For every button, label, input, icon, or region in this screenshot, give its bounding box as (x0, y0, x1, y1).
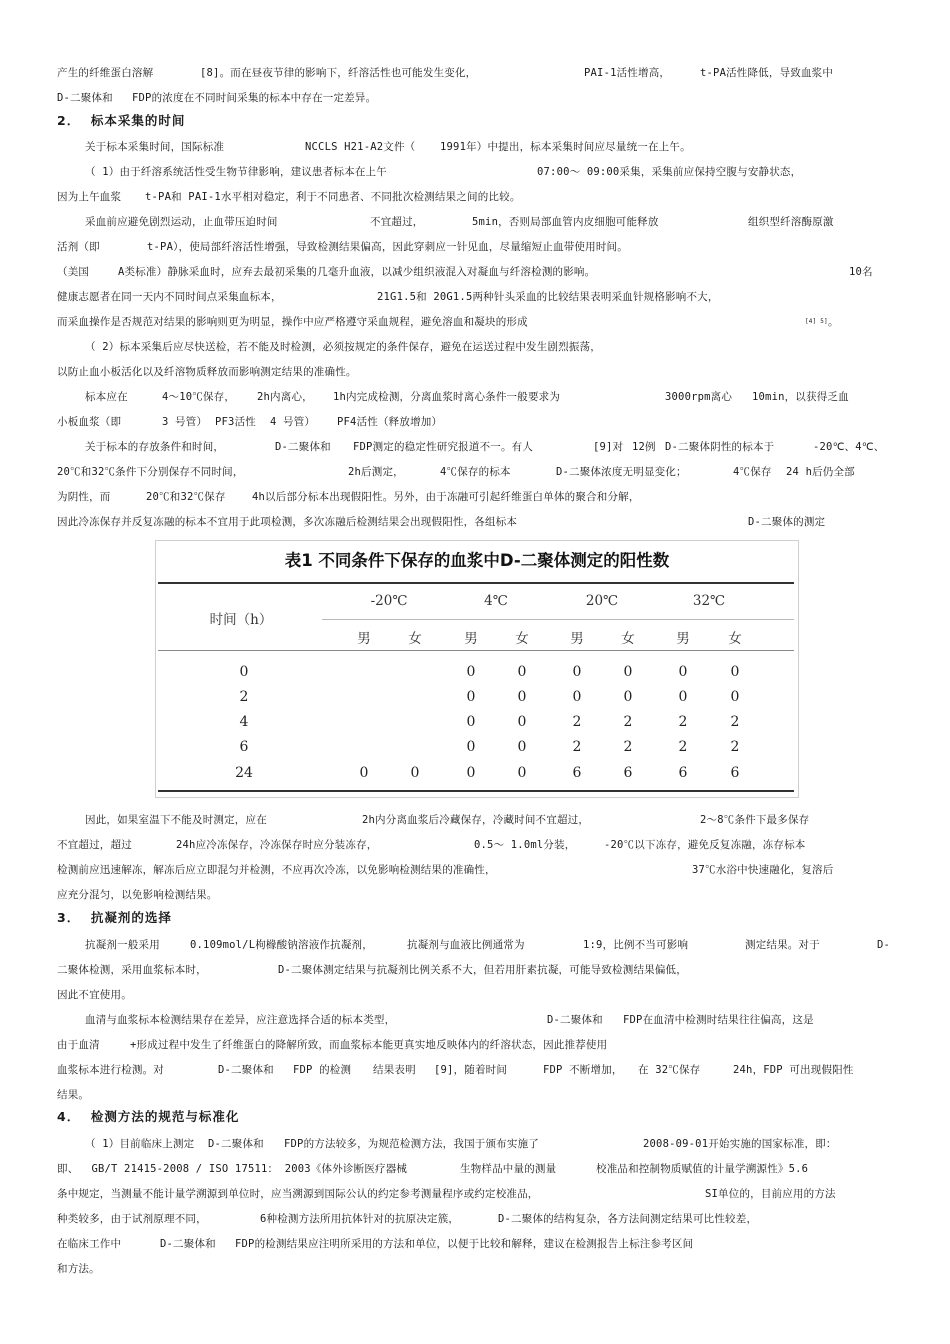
text-line (0, 1034, 950, 1056)
text-segment: -20℃、4℃、 (813, 441, 885, 453)
table-value-cell: 0 (572, 664, 582, 680)
table-title: 表1 不同条件下保存的血浆中D-二聚体测定的阳性数 (284, 551, 670, 570)
table-sex-header: 男 (357, 631, 371, 647)
text-segment: D-二聚体和 (218, 1064, 274, 1076)
text-segment: FDP在血清中检测时结果往往偏高，这是 (623, 1014, 814, 1026)
text-segment: [9]，随着时间 (434, 1064, 508, 1076)
text-line (0, 1158, 950, 1180)
text-segment: 10min，以获得乏血 (752, 391, 849, 403)
citation-ref: [4] 5] (805, 318, 828, 325)
table-value-cell: 6 (623, 765, 633, 781)
table-value-cell: 0 (623, 664, 633, 680)
text-segment: -20℃以下冻存，避免反复冻融，冻存标本 (604, 839, 806, 851)
text-segment: 以防止血小板活化以及纤溶物质释放而影响测定结果的准确性。 (57, 366, 357, 378)
text-segment: D- (877, 939, 891, 951)
table-value-cell: 0 (517, 739, 527, 755)
table-temp-header: 20℃ (585, 593, 619, 609)
text-segment: 2～8℃条件下最多保存 (700, 814, 810, 826)
table-value-cell: 0 (517, 714, 527, 730)
text-segment: 3． 抗凝剂的选择 (57, 910, 172, 925)
section-heading (0, 1106, 950, 1128)
text-line (0, 286, 950, 308)
table-temp-header: 4℃ (484, 593, 508, 609)
text-segment: D-二聚体阴性的标本于 (665, 441, 775, 453)
table-sex-header: 女 (515, 631, 529, 647)
text-segment: 采血前应避免剧烈运动，止血带压迫时间 (85, 216, 278, 228)
text-line (0, 984, 950, 1006)
text-line (0, 1009, 950, 1031)
text-segment: 37℃水浴中快速融化，复溶后 (692, 864, 834, 876)
text-segment: 不宜超过， (370, 216, 424, 228)
text-segment: 种类较多，由于试剂原理不同， (57, 1213, 207, 1225)
table-value-cell: 0 (730, 664, 740, 680)
text-segment: 关于标本的存放条件和时间， (85, 441, 225, 453)
text-segment: （ 1）由于纤溶系统活性受生物节律影响，建议患者标本在上午 (85, 166, 387, 178)
text-segment: D-二聚体测定结果与抗凝剂比例关系不大，但若用肝素抗凝，可能导致检测结果偏低， (278, 964, 687, 976)
text-segment: 24h，FDP 可出现假阳性 (733, 1064, 854, 1076)
text-line (0, 1133, 950, 1155)
text-line (0, 261, 950, 283)
text-line (0, 186, 950, 208)
text-segment: D-二聚体的测定 (748, 516, 826, 528)
table-bottom-rule (158, 790, 794, 792)
text-line (0, 136, 950, 158)
text-line (0, 834, 950, 856)
text-line (0, 361, 950, 383)
text-segment: FDP的检测结果应注明所采用的方法和单位，以便于比较和解释，建议在检测报告上标注参考区间 (235, 1238, 694, 1250)
text-segment: 标本应在 (85, 391, 128, 403)
table-sex-header: 女 (621, 631, 635, 647)
text-segment: 不宜超过，超过 (57, 839, 132, 851)
text-segment: [9]对 (593, 441, 624, 453)
text-segment: 2h内分离血浆后冷藏保存，冷藏时间不宜超过， (362, 814, 590, 826)
text-segment: 条中规定，当测量不能计量学溯源到单位时，应当溯源到国际公认的约定参考测量程序或约定校准品， (57, 1188, 539, 1200)
table-value-cell: 0 (517, 689, 527, 705)
text-segment: 24h应冷冻保存，冷冻保存时应分装冻存， (176, 839, 378, 851)
text-segment: 4． 检测方法的规范与标准化 (57, 1109, 240, 1124)
text-segment: D-二聚体和 (208, 1138, 264, 1150)
text-segment: 在 32℃保存 (638, 1064, 701, 1076)
table-value-cell: 6 (678, 765, 688, 781)
text-segment: SI单位的，目前应用的方法 (705, 1188, 836, 1200)
table-value-cell: 0 (730, 689, 740, 705)
table-value-cell: 2 (678, 739, 688, 755)
text-segment: （美国 (57, 266, 90, 278)
table-time-cell: 24 (235, 765, 253, 781)
table-value-cell: 2 (623, 739, 633, 755)
table-value-cell: 2 (730, 714, 740, 730)
text-segment: 20℃和32℃保存 (146, 491, 226, 503)
table-value-cell: 2 (623, 714, 633, 730)
table-time-cell: 0 (239, 664, 249, 680)
text-segment: D-二聚体和 (547, 1014, 603, 1026)
text-segment: D-二聚体和 (275, 441, 331, 453)
text-segment: 21G1.5和 20G1.5两种针头采血的比较结果表明采血针规格影响不大， (377, 291, 719, 303)
text-line (0, 1059, 950, 1081)
text-segment: 2008-09-01开始实施的国家标准，即： (643, 1138, 837, 1150)
table-sex-header: 女 (728, 631, 742, 647)
text-segment: 4℃保存 (733, 466, 772, 478)
text-segment: 结果表明 (373, 1064, 416, 1076)
text-segment: FDP的浓度在不同时间采集的标本中存在一定差异。 (132, 92, 377, 104)
table-value-cell: 0 (678, 689, 688, 705)
table-figure (155, 540, 799, 798)
table-value-cell: 0 (466, 664, 476, 680)
text-segment: t-PA和 PAI-1水平相对稳定，利于不同患者、不同批次检测结果之间的比较。 (145, 191, 521, 203)
table-value-cell: 0 (572, 689, 582, 705)
text-line (0, 809, 950, 831)
text-line (0, 1183, 950, 1205)
section-heading (0, 907, 950, 929)
table-value-cell: 0 (466, 714, 476, 730)
text-segment: 3 号管） (162, 416, 208, 428)
text-segment: A类标准）静脉采血时，应弃去最初采集的几毫升血液，以减少组织液混入对凝血与纤溶检测的影响。 (118, 266, 596, 278)
table-time-cell: 2 (239, 689, 249, 705)
text-segment: 在临床工作中 (57, 1238, 122, 1250)
text-line (0, 934, 950, 956)
text-segment: 2． 标本采集的时间 (57, 113, 186, 128)
text-segment: 组织型纤溶酶原激 (748, 216, 834, 228)
text-segment: 血清与血浆标本检测结果存在差异，应注意选择合适的标本类型， (85, 1014, 396, 1026)
text-line (0, 386, 950, 408)
text-line (0, 461, 950, 483)
text-segment: 健康志愿者在同一天内不同时间点采集血标本， (57, 291, 282, 303)
text-segment: 血浆标本进行检测。对 (57, 1064, 164, 1076)
text-segment: 20℃和32℃条件下分别保存不同时间， (57, 466, 244, 478)
text-line (0, 336, 950, 358)
text-line (0, 959, 950, 981)
table-time-cell: 4 (239, 714, 249, 730)
table-value-cell: 0 (359, 765, 369, 781)
text-line (0, 87, 950, 109)
text-segment: 。 (828, 316, 839, 328)
text-segment: 3000rpm离心 (665, 391, 733, 403)
text-segment: （ 1）目前临床上测定 (85, 1138, 195, 1150)
text-segment: 而采血操作是否规范对结果的影响则更为明显，操作中应严格遵守采血规程，避免溶血和凝块的形成 (57, 316, 528, 328)
text-segment: 校准品和控制物质赋值的计量学溯源性》5.6 (596, 1163, 809, 1175)
text-line (0, 236, 950, 258)
text-segment: 因此不宜使用。 (57, 989, 132, 1001)
text-line (0, 1233, 950, 1255)
text-segment: 5min，否则局部血管内皮细胞可能释放 (472, 216, 659, 228)
text-segment: 抗凝剂与血液比例通常为 (407, 939, 525, 951)
text-segment: 1:9，比例不当可影响 (583, 939, 689, 951)
table-top-rule (158, 582, 794, 584)
text-line (0, 436, 950, 458)
text-segment: 0.109mol/L枸橼酸钠溶液作抗凝剂， (190, 939, 373, 951)
text-segment: 2h内离心， (257, 391, 313, 403)
text-segment: 测定结果。对于 (745, 939, 820, 951)
table-value-cell: 2 (678, 714, 688, 730)
table-value-cell: 2 (730, 739, 740, 755)
text-segment: [8]。而在昼夜节律的影响下，纤溶活性也可能发生变化， (200, 67, 477, 79)
text-segment: t-PA活性降低，导致血浆中 (700, 67, 834, 79)
text-segment: 4h以后部分标本出现假阳性。另外，由于冻融可引起纤维蛋白单体的聚合和分解， (252, 491, 640, 503)
text-line (0, 1084, 950, 1106)
text-segment: 由于血清 (57, 1039, 100, 1051)
text-segment: 生物样品中量的测量 (460, 1163, 557, 1175)
text-segment: 因为上午血浆 (57, 191, 122, 203)
text-segment: 检测前应迅速解冻，解冻后应立即混匀并检测，不应再次冷冻，以免影响检测结果的准确性， (57, 864, 496, 876)
text-line (0, 1208, 950, 1230)
table-value-cell: 0 (466, 689, 476, 705)
table-value-cell: 6 (730, 765, 740, 781)
text-segment: 07:00～ 09:00采集，采集前应保持空腹与安静状态， (537, 166, 802, 178)
table-sex-header: 男 (676, 631, 690, 647)
text-line (0, 859, 950, 881)
table-time-header: 时间（h） (209, 612, 273, 628)
text-line (0, 161, 950, 183)
text-segment: D-二聚体和 (57, 92, 113, 104)
text-segment: 2h后测定， (348, 466, 404, 478)
text-segment: FDP测定的稳定性研究报道不一。有人 (353, 441, 534, 453)
table-value-cell: 0 (410, 765, 420, 781)
text-segment: 二聚体检测，采用血浆标本时， (57, 964, 207, 976)
text-segment: t-PA），使局部纤溶活性增强，导致检测结果偏高，因此穿刺应一针见血，尽量缩短止血带使用时间。 (147, 241, 628, 253)
text-segment: 因此冷冻保存并反复冻融的标本不宜用于此项检测，多次冻融后检测结果会出现假阳性，各组标本 (57, 516, 518, 528)
table-value-cell: 0 (623, 689, 633, 705)
text-segment: 12例 (632, 441, 656, 453)
text-segment: FDP的方法较多，为规范检测方法，我国于颁布实施了 (284, 1138, 539, 1150)
text-segment: D-二聚体的结构复杂，各方法间测定结果可比性较差， (498, 1213, 758, 1225)
table-value-cell: 2 (572, 739, 582, 755)
text-segment: 和方法。 (57, 1263, 100, 1275)
text-segment: PF4活性（释放增加） (337, 416, 443, 428)
text-segment: 1991年）中提出，标本采集时间应尽量统一在上午。 (440, 141, 691, 153)
table-temp-header: 32℃ (692, 593, 726, 609)
text-segment: 1h内完成检测，分离血浆时离心条件一般要求为 (333, 391, 561, 403)
table-header-rule (158, 650, 794, 651)
text-segment: 因此，如果室温下不能及时测定，应在 (85, 814, 267, 826)
text-segment: PAI-1活性增高， (584, 67, 671, 79)
text-segment: 抗凝剂一般采用 (85, 939, 160, 951)
text-segment: 产生的纤维蛋白溶解 (57, 67, 154, 79)
text-segment: D-二聚体浓度无明显变化； (556, 466, 687, 478)
text-line (0, 62, 950, 84)
table-value-cell: 0 (517, 765, 527, 781)
text-segment: 4～10℃保存， (162, 391, 236, 403)
text-line (0, 211, 950, 233)
table-value-cell: 0 (466, 765, 476, 781)
text-segment: 6种检测方法所用抗体针对的抗原决定簇， (260, 1213, 460, 1225)
table-value-cell: 0 (466, 739, 476, 755)
table-temp-header: -20℃ (370, 593, 408, 609)
text-segment: 0.5～ 1.0ml分装， (474, 839, 576, 851)
text-segment: 小板血浆（即 (57, 416, 122, 428)
table-sex-header: 女 (408, 631, 422, 647)
text-line (0, 884, 950, 906)
table-sex-header: 男 (570, 631, 584, 647)
text-line (0, 1258, 950, 1280)
text-segment: NCCLS H21-A2文件（ (305, 141, 416, 153)
text-segment: 即、 GB/T 21415-2008 / ISO 17511： 2003《体外诊断医疗器械 (57, 1163, 408, 1175)
table-time-cell: 6 (239, 739, 249, 755)
table-value-cell: 0 (678, 664, 688, 680)
text-segment: 结果。 (57, 1089, 90, 1101)
text-segment: 24 h后仍全部 (786, 466, 855, 478)
text-segment: 活剂（即 (57, 241, 100, 253)
text-segment: 关于标本采集时间，国际标准 (85, 141, 225, 153)
text-segment: PF3活性 (215, 416, 256, 428)
text-segment: +形成过程中发生了纤维蛋白的降解所致，而血浆标本能更真实地反映体内的纤溶状态，因此推荐使用 (130, 1039, 608, 1051)
text-segment: （ 2）标本采集后应尽快送检，若不能及时检测，必须按规定的条件保存，避免在运送过程中发生剧烈振荡， (85, 341, 601, 353)
text-segment: 10名 (849, 266, 873, 278)
table-value-cell: 6 (572, 765, 582, 781)
text-line (0, 311, 950, 333)
text-line (0, 411, 950, 433)
text-segment: 4 号管） (270, 416, 316, 428)
table-sex-header: 男 (464, 631, 478, 647)
table-value-cell: 2 (572, 714, 582, 730)
text-segment: 应充分混匀，以免影响检测结果。 (57, 889, 218, 901)
section-heading (0, 110, 950, 132)
text-segment: D-二聚体和 (160, 1238, 216, 1250)
table-header-subrule (322, 619, 794, 620)
text-segment: FDP 的检测 (293, 1064, 352, 1076)
text-segment: 为阴性，而 (57, 491, 111, 503)
text-line (0, 511, 950, 533)
text-line (0, 486, 950, 508)
text-segment: 4℃保存的标本 (440, 466, 511, 478)
text-segment: FDP 不断增加， (543, 1064, 623, 1076)
table-value-cell: 0 (517, 664, 527, 680)
